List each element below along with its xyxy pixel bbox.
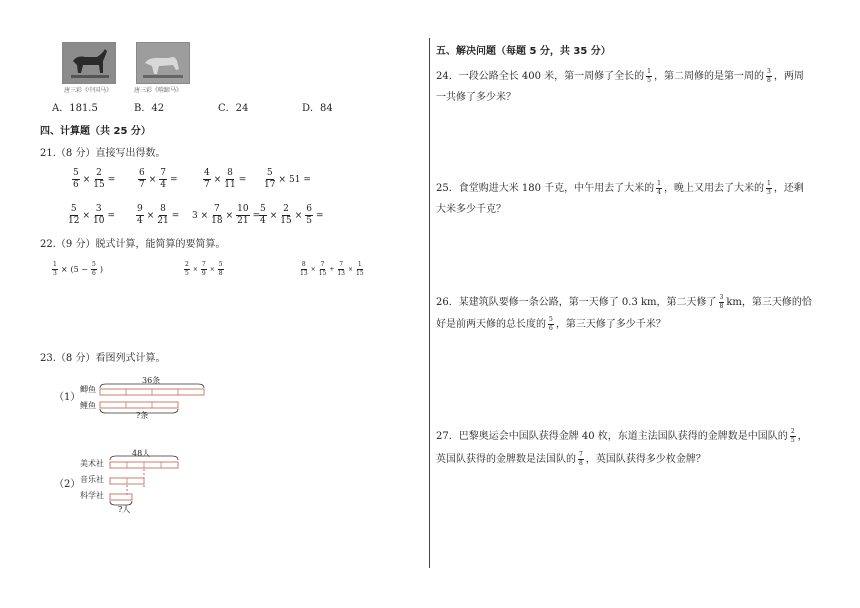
q26-line1: 26．某建筑队要修一条公路，第一天修了 0.3 km，第二天修了 $\frac{3}{8}$ km，第三天修的恰 bbox=[436, 294, 812, 310]
diagram2-bar-model bbox=[106, 449, 196, 512]
diagram1-bar-model bbox=[96, 380, 216, 416]
q21-item-5: $\frac{5}{12}$ × $\frac{3}{10}$ = bbox=[68, 204, 115, 226]
diagram2-unknown-label: ?人 bbox=[118, 505, 131, 514]
q24-line1: 24．一段公路全长 400 米，第一周修了全长的 $\frac{1}{5}$ ，第二周修的是第一周的 $\frac{3}{8}$ ，两周 bbox=[436, 68, 804, 84]
horse-illustration bbox=[137, 43, 189, 83]
diagram1-unknown-label: ?条 bbox=[136, 411, 149, 420]
diagram1-row1-label: 鲫鱼 bbox=[80, 385, 96, 394]
option-b: B．42 bbox=[134, 103, 165, 114]
q22-label: 22.（9 分）脱式计算，能简算的要简算。 bbox=[40, 239, 226, 250]
q22-expression-1: $\frac{1}{3}$ × (5 − $\frac{5}{6}$ ) bbox=[53, 261, 103, 277]
q21-item-6: $\frac{9}{4}$ × $\frac{8}{21}$ = bbox=[137, 204, 180, 226]
q27-line1: 27．巴黎奥运会中国队获得金牌 40 枚，东道主法国队获得的金牌数是中国队的 $\frac{2}{5}$ ， bbox=[436, 428, 808, 444]
diagram1-row2-label: 鲤鱼 bbox=[80, 401, 96, 410]
q22-expression-2: $\frac{2}{5}$ × $\frac{7}{9}$ × $\frac{5}{8}$ bbox=[185, 261, 223, 277]
q24-line2: 一共修了多少米？ bbox=[436, 92, 516, 103]
section5-title: 五、解决问题（每题 5 分，共 35 分） bbox=[436, 46, 611, 57]
q26-line2: 好是前两天修的总长度的 $\frac{5}{6}$ ，第三天修了多少千米？ bbox=[436, 316, 666, 332]
photo-caption-right: 唐三彩《啃蹄马》 bbox=[134, 87, 183, 94]
horse-illustration bbox=[63, 43, 115, 83]
diagram2-row2-label: 音乐社 bbox=[80, 475, 104, 484]
q23-diagram2-number: （2） bbox=[54, 479, 81, 490]
q21-item-2: $\frac{6}{7}$ × $\frac{7}{4}$ = bbox=[139, 168, 178, 190]
q21-item-7: 3 × $\frac{7}{18}$ × $\frac{10}{21}$ = bbox=[192, 204, 261, 226]
horse-photo-left bbox=[62, 42, 116, 84]
q21-label: 21.（8 分）直接写出得数。 bbox=[40, 148, 166, 159]
column-divider bbox=[429, 38, 430, 568]
option-a: A．181.5 bbox=[52, 103, 98, 114]
horse-photo-right bbox=[136, 42, 190, 84]
q21-item-4: $\frac{5}{17}$ × 51 = bbox=[264, 168, 311, 190]
q27-line2: 英国队获得的金牌数是法国队的 $\frac{7}{8}$ ，英国队获得多少枚金牌？ bbox=[436, 451, 706, 467]
q21-item-1: $\frac{5}{6}$ × $\frac{2}{15}$ = bbox=[73, 168, 116, 190]
q25-line2: 大米多少千克？ bbox=[436, 204, 506, 215]
diagram2-total-label: 48人 bbox=[132, 449, 151, 458]
diagram2-row1-label: 美术社 bbox=[80, 459, 104, 468]
q21-item-8: $\frac{5}{4}$ × $\frac{2}{15}$ × $\frac{6}{5}$ = bbox=[260, 204, 324, 226]
diagram1-total-label: 36条 bbox=[142, 376, 161, 385]
q25-line1: 25．食堂购进大米 180 千克，中午用去了大米的 $\frac{1}{4}$ ，晚上又用去了大米的 $\frac{1}{3}$ ，还剩 bbox=[436, 180, 804, 196]
option-c: C．24 bbox=[218, 103, 249, 114]
section4-title: 四、计算题（共 25 分） bbox=[40, 126, 151, 137]
q22-expression-3: $\frac{8}{13}$ × $\frac{7}{15}$ + $\frac{7}{13}$ × $\frac{1}{15}$ bbox=[300, 261, 364, 277]
q21-item-3: $\frac{4}{7}$ × $\frac{8}{11}$ = bbox=[204, 168, 247, 190]
diagram2-row3-label: 科学社 bbox=[80, 491, 104, 500]
q23-label: 23.（8 分）看图列式计算。 bbox=[40, 353, 166, 364]
photo-caption-left: 唐三彩《中国马》 bbox=[64, 87, 113, 94]
q23-diagram1-number: （1） bbox=[54, 392, 81, 403]
option-d: D．84 bbox=[302, 103, 333, 114]
